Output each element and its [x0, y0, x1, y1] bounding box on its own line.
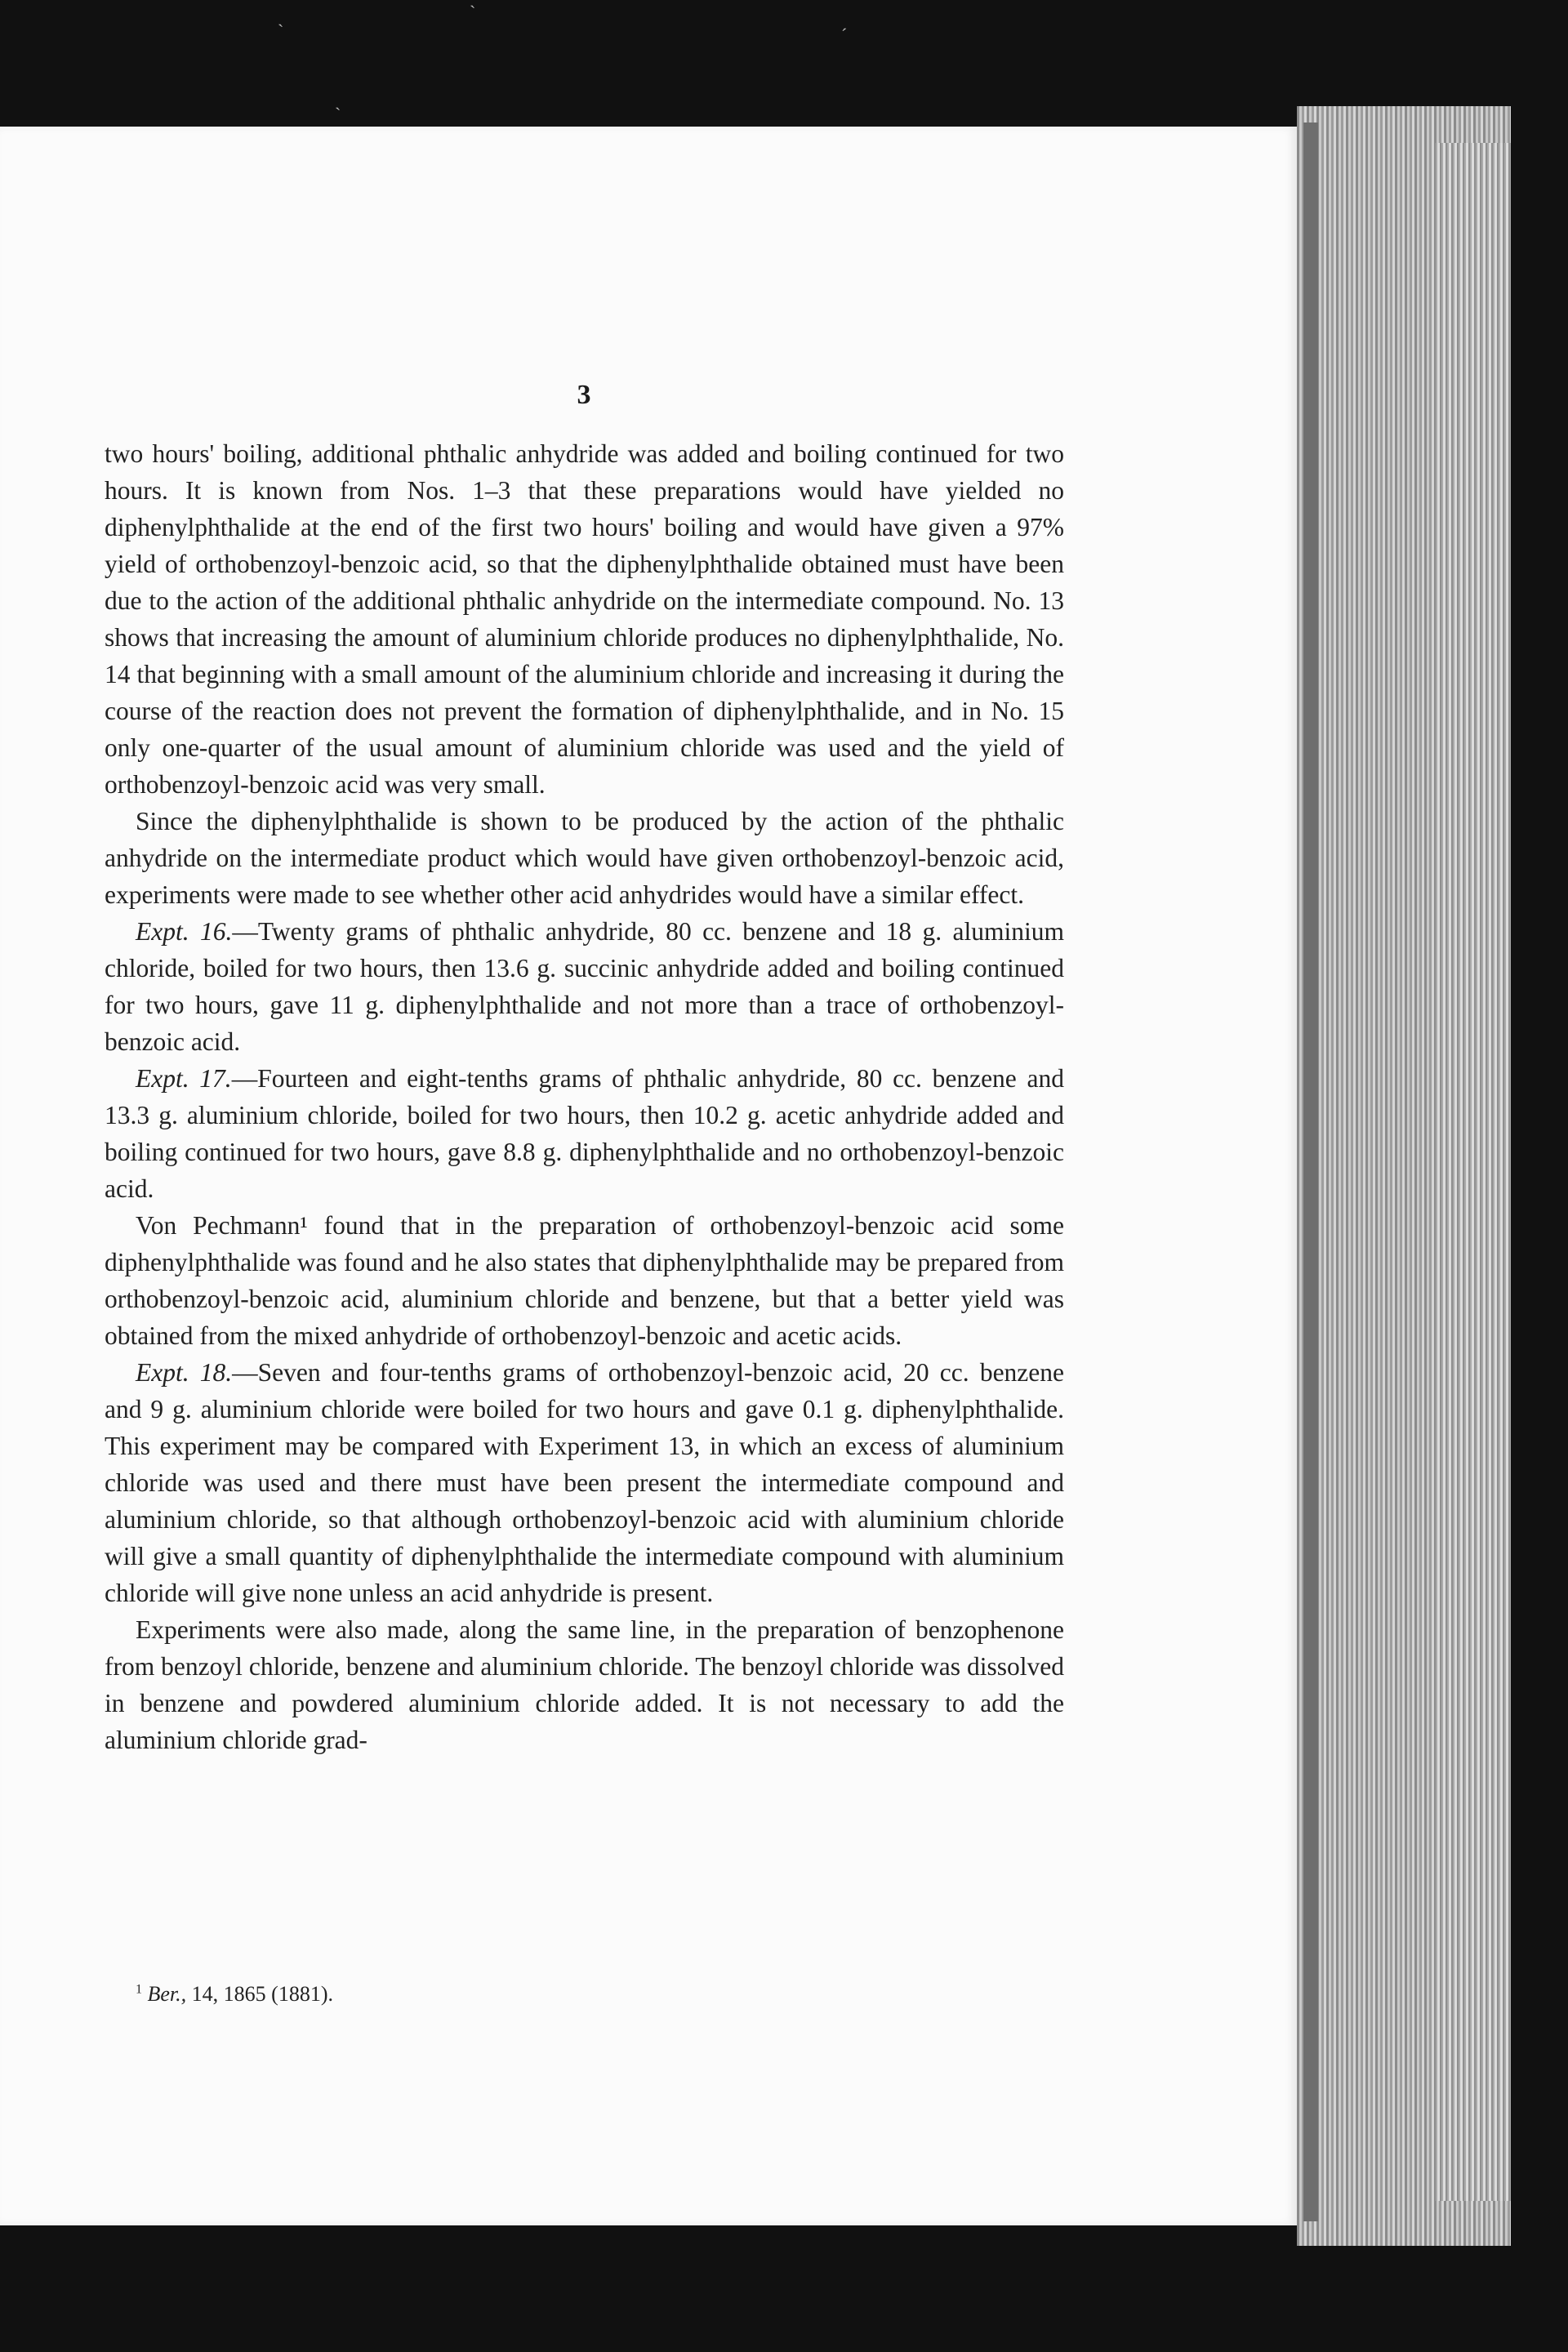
scan-dust-mark: ˎ [278, 7, 284, 27]
paragraph-text: Von Pechmann¹ found that in the preparation of orthobenzoyl-benzoic acid some diphenylphthalide was found and he also states that diphenylphthalide may be prepared from orthobenzoyl-benzoic acid, aluminium chloride and benzene, but that a better yield was obtained from the mixed anhydride of orthobenzoyl-benzoic and acetic acids. [105, 1211, 1064, 1350]
book-fore-edge [1436, 143, 1511, 2201]
paragraph-text: —Fourteen and eight-tenths grams of phthalic anhydride, 80 cc. benzene and 13.3 g. aluminium chloride, boiled for two hours, then 10.2 g. acetic anhydride added and boiling continued for two hours, gave 8.8 g. diphenylphthalide and no orthobenzoyl-benzoic acid. [105, 1064, 1064, 1203]
paragraph-text: —Twenty grams of phthalic anhydride, 80 cc. benzene and 18 g. aluminium chloride, boiled for two hours, then 13.6 g. succinic anhydride added and boiling continued for two hours, gave 11 g. diphenylphthalide and not more than a trace of orthobenzoyl-benzoic acid. [105, 917, 1064, 1056]
paragraph-text: two hours' boiling, additional phthalic anhydride was added and boiling continued for two hours. It is known from Nos. 1–3 that these preparations would have yielded no diphenylphthalide at the end of the first two hours' boiling and would have given a 97% yield of orthobenzoyl-benzoic acid, so that the diphenylphthalide obtained must have been due to the action of the additional phthalic anhydride on the intermediate compound. No. 13 shows that increasing the amount of aluminium chloride produces no diphenylphthalide, No. 14 that beginning with a small amount of the aluminium chloride and increasing it during the course of the reaction does not prevent the formation of diphenylphthalide, and in No. 15 only one-quarter of the usual amount of aluminium chloride was used and the yield of orthobenzoyl-benzoic acid was very small. [105, 439, 1064, 799]
footnote-mark: 1 [136, 1982, 142, 1997]
scan-dust-mark: ˋ [470, 2, 476, 22]
paragraph [105, 1354, 1064, 1611]
page-number: 3 [577, 380, 591, 410]
paragraph-text: —Seven and four-tenths grams of orthobenzoyl-benzoic acid, 20 cc. benzene and 9 g. aluminium chloride were boiled for two hours and gave 0.1 g. diphenylphthalide. This experiment may be compared with Experiment 13, in which an excess of aluminium chloride was used and there must have been present the intermediate compound and aluminium chloride, so that although orthobenzoyl-benzoic acid with aluminium chloride will give a small quantity of diphenylphthalide the intermediate compound with aluminium chloride will give none unless an acid anhydride is present. [105, 1358, 1064, 1607]
experiment-label: Expt. 18. [136, 1358, 233, 1387]
footnote-source: Ber., [147, 1982, 187, 2006]
paragraph [105, 1060, 1064, 1207]
book-page-edges [1297, 106, 1511, 2246]
paragraph-text: Since the diphenylphthalide is shown to be produced by the action of the phthalic anhydride on the intermediate product which would have given orthobenzoyl-benzoic acid, experiments were made to see whether other acid anhydrides would have a similar effect. [105, 807, 1064, 909]
experiment-label: Expt. 16. [136, 917, 233, 946]
paragraph [105, 803, 1064, 913]
paragraph [105, 1207, 1064, 1354]
body-text [105, 435, 1064, 1758]
experiment-label: Expt. 17. [136, 1064, 232, 1093]
paragraph [105, 1611, 1064, 1758]
paragraph-text: Experiments were also made, along the same line, in the preparation of benzophenone from benzoyl chloride, benzene and aluminium chloride. The benzoyl chloride was dissolved in benzene and powdered aluminium chloride added. It is not necessary to add the aluminium chloride grad- [105, 1615, 1064, 1754]
footnote [136, 1982, 707, 2007]
book-spine-shadow [1303, 122, 1318, 2221]
paragraph [105, 913, 1064, 1060]
scan-dust-mark: ˎ [335, 90, 341, 110]
paragraph [105, 435, 1064, 803]
footnote-citation: 14, 1865 (1881). [186, 1982, 333, 2006]
scan-dust-mark: ˊ [841, 24, 848, 45]
